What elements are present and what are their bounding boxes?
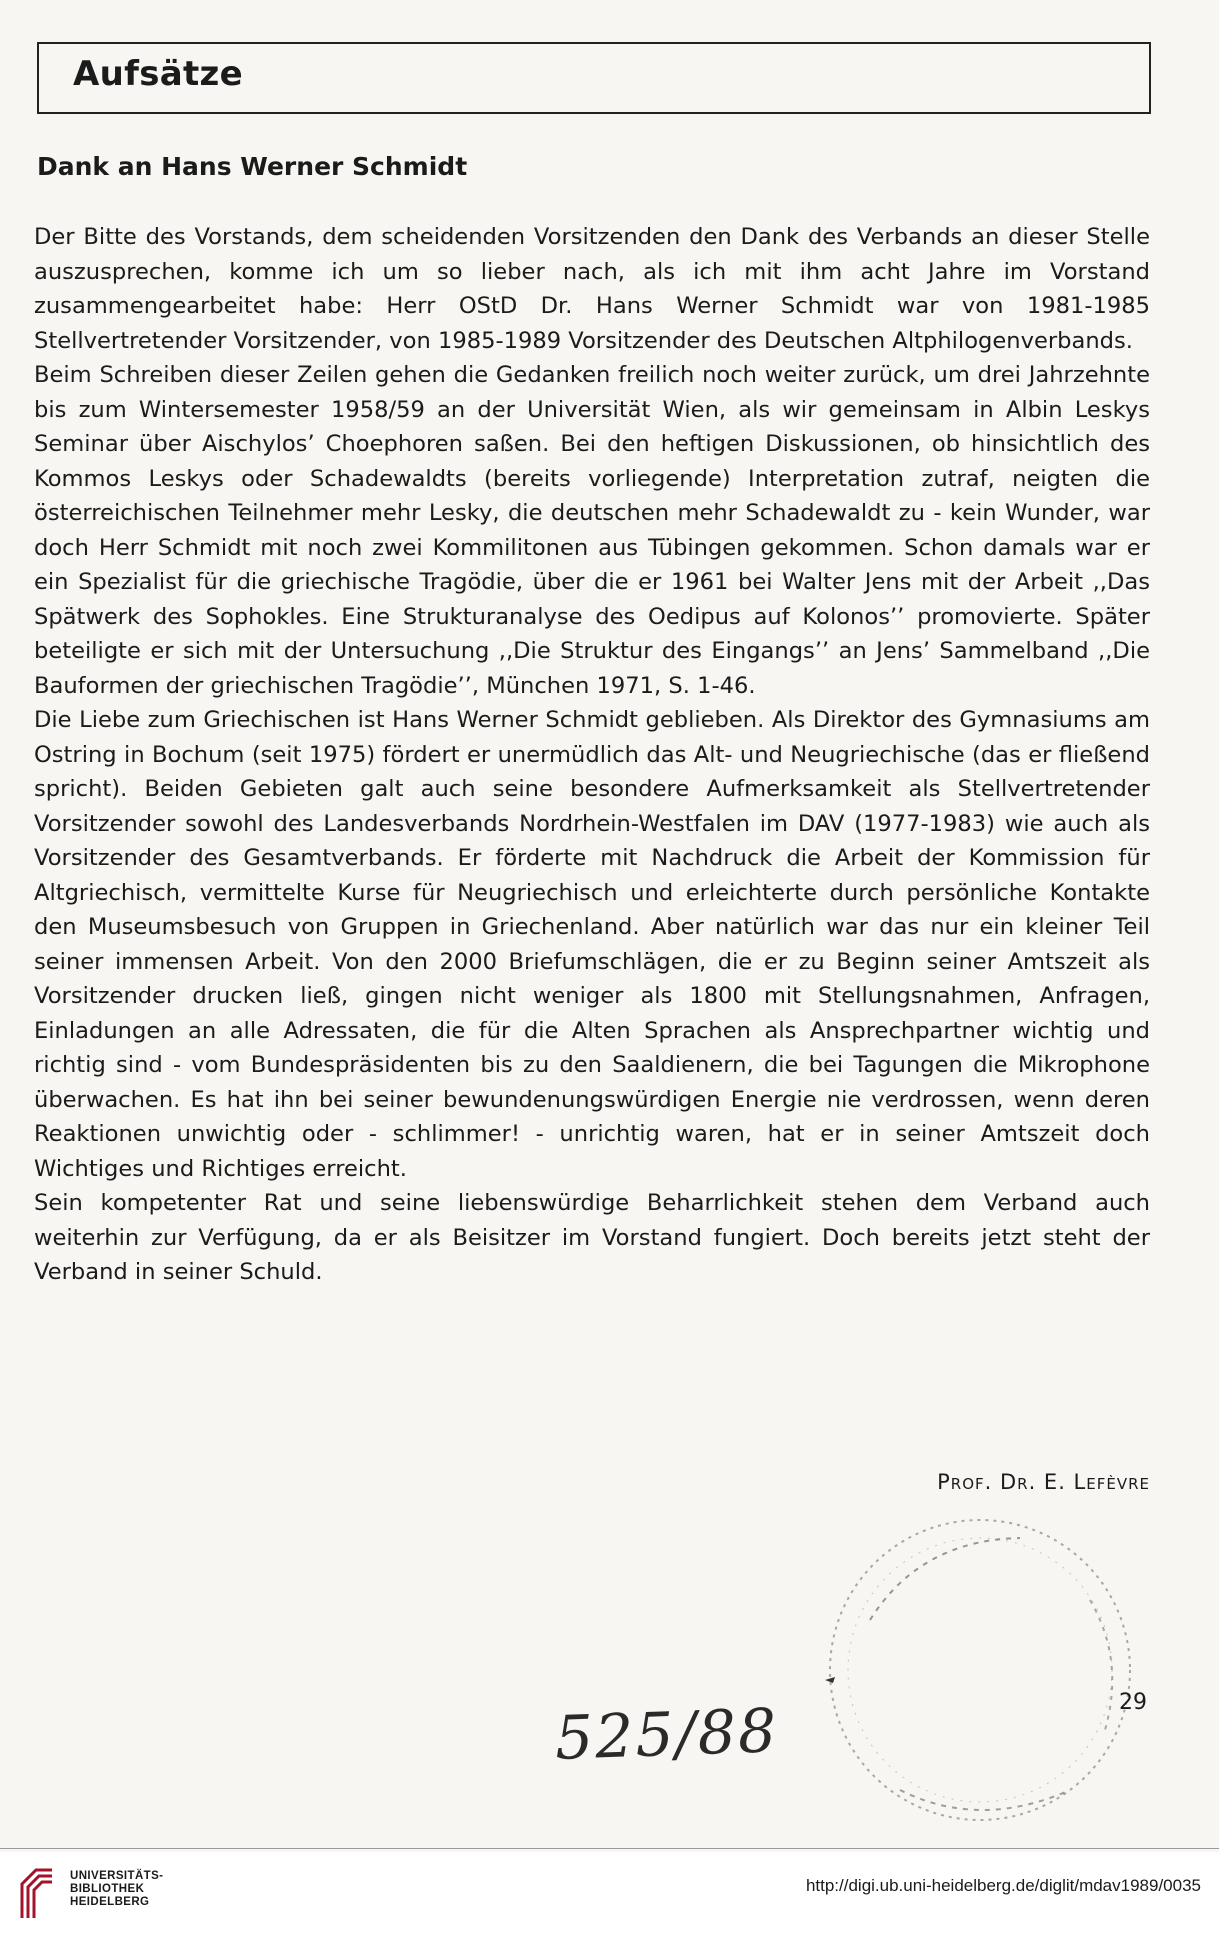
- article-body: [34, 220, 1150, 1290]
- section-title: Aufsätze: [73, 54, 243, 94]
- footer-divider: [0, 1848, 1219, 1849]
- library-name: [70, 1870, 163, 1909]
- section-header-box: [37, 42, 1151, 114]
- handwritten-shelfmark: 525/88: [553, 1696, 780, 1774]
- paragraph: Sein kompetenter Rat und seine liebenswürdige Beharrlichkeit stehen dem Verband auch weiterhin zur Verfügung, da er als Beisitzer im Vorstand fungiert. Doch bereits jetzt steht der Verband in seiner Schuld.: [34, 1190, 1150, 1285]
- source-url-link[interactable]: http://digi.ub.uni-heidelberg.de/diglit/mdav1989/0035: [805, 1876, 1201, 1895]
- library-logo-icon: [14, 1862, 76, 1924]
- library-name-line: BIBLIOTHEK: [70, 1883, 145, 1895]
- paragraph: Beim Schreiben dieser Zeilen gehen die Gedanken freilich noch weiter zurück, um drei Jahrzehnte bis zum Wintersemester 1958/59 an der Universität Wien, als wir gemeinsam in Albin Leskys Seminar über Aischylos’ Choephoren saßen. Bei den heftigen Diskussionen, ob hinsichtlich des Kommos Leskys oder Schadewaldts (bereits vorliegende) Interpretation zutraf, neigten die österreichischen Teilnehmer mehr Lesky, die deutschen mehr Schadewaldt zu - kein Wunder, war doch Herr Schmidt mit noch zwei Kommilitonen aus Tübingen gekommen. Schon damals war er ein Spezialist für die griechische Tragödie, über die er 1961 bei Walter Jens mit der Arbeit ,,Das Spätwerk des Sophokles. Eine Strukturanalyse des Oedipus auf Kolonos’’ promovierte. Später beteiligte er sich mit der Untersuchung ,,Die Struktur des Eingangs’’ an Jens’ Sammelband ,,Die Bauformen der griechischen Tragödie’’, München 1971, S. 1-46.: [34, 362, 1150, 699]
- page-number: 29: [1119, 1690, 1147, 1715]
- library-name-line: HEIDELBERG: [70, 1896, 150, 1908]
- paragraph: Die Liebe zum Griechischen ist Hans Werner Schmidt geblieben. Als Direktor des Gymnasiums am Ostring in Bochum (seit 1975) fördert er unermüdlich das Alt- und Neugriechische (das er fließend spricht). Beiden Gebieten galt auch seine besondere Aufmerksamkeit als Stellvertretender Vorsitzender sowohl des Landesverbands Nordrhein-Westfalen im DAV (1977-1983) wie auch als Vorsitzender des Gesamtverbands. Er förderte mit Nachdruck die Arbeit der Kommission für Altgriechisch, vermittelte Kurse für Neugriechisch und erleichterte durch persönliche Kontakte den Museumsbesuch von Gruppen in Griechenland. Aber natürlich war das nur ein kleiner Teil seiner immensen Arbeit. Von den 2000 Briefumschlägen, die er zu Beginn seiner Amtszeit als Vorsitzender drucken ließ, gingen nicht weniger als 1800 mit Stellungsnahmen, Anfragen, Einladungen an alle Adressaten, die für die Alten Sprachen als Ansprechpartner wichtig und richtig sind - vom Bundespräsidenten bis zu den Saaldienern, die bei Tagungen die Mikrophone überwachen. Es hat ihn bei seiner bewundenungswürdigen Energie nie verdrossen, wenn deren Reaktionen unwichtig oder - schlimmer! - unrichtig waren, hat er in seiner Amtszeit doch Wichtiges und Richtiges erreicht.: [34, 707, 1150, 1182]
- author-signature: Prof. Dr. E. Lefèvre: [937, 1470, 1150, 1494]
- paragraph: Der Bitte des Vorstands, dem scheidenden Vorsitzenden den Dank des Verbands an dieser Stelle auszusprechen, komme ich um so lieber nach, als ich mit ihm acht Jahre im Vorstand zusammengearbeitet habe: Herr OStD Dr. Hans Werner Schmidt war von 1981-1985 Stellvertretender Vorsitzender, von 1985-1989 Vorsitzender des Deutschen Altphilogenverbands.: [34, 224, 1150, 354]
- digitization-footer: [0, 1852, 1219, 1940]
- library-name-line: UNIVERSITÄTS-: [70, 1870, 164, 1882]
- article-title: Dank an Hans Werner Schmidt: [37, 152, 468, 181]
- library-stamp-icon: [800, 1500, 1160, 1840]
